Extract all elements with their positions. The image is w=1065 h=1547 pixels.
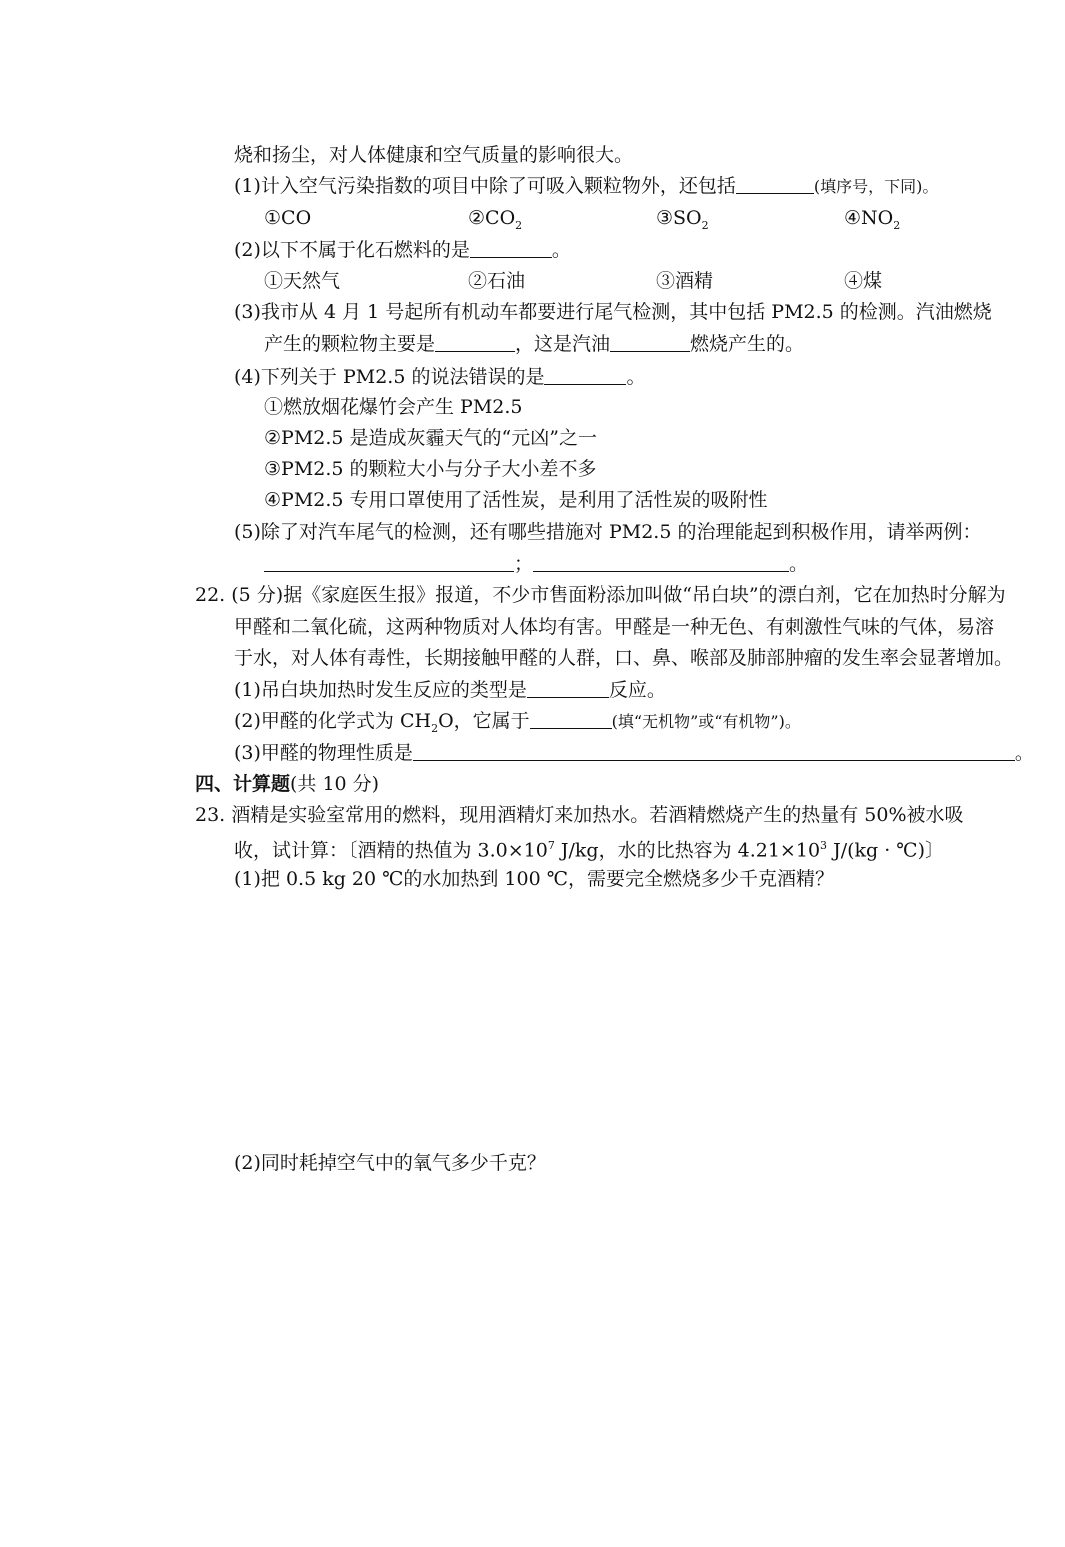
q21-part5-answers: ； 。: [264, 551, 808, 577]
q21-option-co2: $②CO_2$: [468, 207, 523, 232]
q21-part4-item-4: ④PM2.5 专用口罩使用了活性炭，是利用了活性炭的吸附性: [264, 489, 768, 511]
q22-line1: 22. (5 分)据《家庭医生报》报道，不少市售面粉添加叫做“吊白块”的漂白剂，它在加热时分解为: [195, 584, 1006, 606]
q23-line1: 23. 酒精是实验室常用的燃料，现用酒精灯来加热水。若酒精燃烧产生的热量有 50%被水吸: [195, 804, 964, 826]
q21-part1-tail: (填序号，下同)。: [813, 177, 939, 196]
q22-part2-answer-blank[interactable]: [530, 710, 612, 729]
q21-option-so2: $③SO_2$: [656, 207, 709, 232]
q21-part2: (2)以下不属于化石燃料的是 。: [234, 239, 571, 261]
q21-part4: (4)下列关于 PM2.5 的说法错误的是 。: [234, 366, 646, 388]
q21-part2-answer-blank[interactable]: [470, 239, 552, 258]
q21-option-natural-gas: ①天然气: [264, 270, 341, 292]
q22-line3: 于水，对人体有毒性，长期接触甲醛的人群，口、鼻、喉部及肺部肿瘤的发生率会显著增加。: [234, 647, 1014, 669]
q21-part4-item-2: ②PM2.5 是造成灰霾天气的“元凶”之一: [264, 427, 597, 449]
q22-part3-answer-blank[interactable]: [413, 742, 1015, 761]
q21-option-coal: ④煤: [844, 270, 883, 292]
section-4-points: (共 10 分): [290, 773, 380, 795]
q21-option-alcohol: ③酒精: [656, 270, 714, 292]
q21-part4-item-3: ③PM2.5 的颗粒大小与分子大小差不多: [264, 458, 597, 480]
q21-option-co: ①CO: [264, 207, 312, 229]
q21-part3-blank-1[interactable]: [435, 333, 515, 352]
q21-part5-text: (5)除了对汽车尾气的检测，还有哪些措施对 PM2.5 的治理能起到积极作用，请举两例：: [234, 521, 982, 543]
q22-part1: (1)吊白块加热时发生反应的类型是 反应。: [234, 679, 666, 701]
q22-line2: 甲醛和二氧化硫，这两种物质对人体均有害。甲醛是一种无色、有刺激性气味的气体，易溶: [234, 616, 995, 638]
q21-part1-text: (1)计入空气污染指数的项目中除了可吸入颗粒物外，还包括: [234, 175, 736, 197]
q21-part5-blank-2[interactable]: [533, 553, 789, 572]
q21-part1: [234, 173, 938, 200]
q21-part5-blank-1[interactable]: [264, 553, 514, 572]
q21-option-petroleum: ②石油: [468, 270, 526, 292]
q21-intro-continuation: 烧和扬尘，对人体健康和空气质量的影响很大。: [234, 144, 634, 166]
section-4-title: 四、计算题: [195, 773, 291, 795]
q21-part3-blank-2[interactable]: [610, 333, 690, 352]
section-4-heading: [195, 771, 379, 797]
q21-part2-text: (2)以下不属于化石燃料的是: [234, 239, 470, 261]
q21-part3-line1: (3)我市从 4 月 1 号起所有机动车都要进行尾气检测，其中包括 PM2.5 的检测。汽油燃烧: [234, 301, 992, 323]
q21-part4-answer-blank[interactable]: [544, 366, 626, 385]
q21-option-no2: $④NO_2$: [844, 207, 901, 232]
q21-part4-item-1: ①燃放烟花爆竹会产生 PM2.5: [264, 396, 523, 418]
q23-part1: (1)把 0.5 kg 20 ℃的水加热到 100 ℃，需要完全燃烧多少千克酒精？: [234, 868, 834, 890]
q23-line2: 收，试计算：〔酒精的热值为 $3.0\times 10^7$ J/kg，水的比热容为 $4.21\times 10^3$ J/(kg · ℃)〕: [234, 839, 944, 862]
q21-part1-answer-blank[interactable]: [736, 175, 814, 194]
q22-part2: (2)甲醛的化学式为 $CH_2O$，它属于 (填“无机物”或“有机物”)。: [234, 710, 801, 735]
q21-part3-line2: 产生的颗粒物主要是 ，这是汽油 燃烧产生的。: [264, 333, 805, 355]
q22-part1-answer-blank[interactable]: [527, 679, 609, 698]
q23-part2: (2)同时耗掉空气中的氧气多少千克？: [234, 1152, 546, 1174]
q22-part3: (3)甲醛的物理性质是 。: [234, 742, 1034, 764]
